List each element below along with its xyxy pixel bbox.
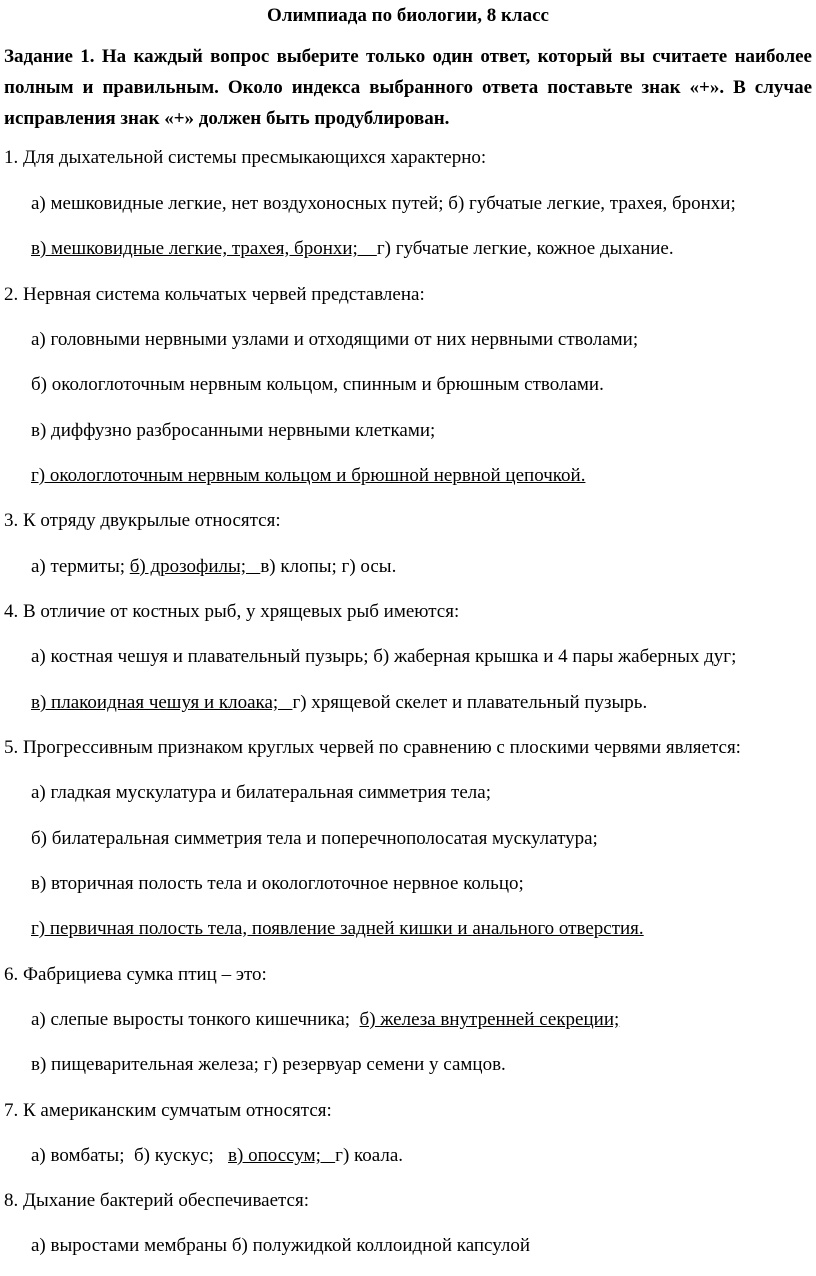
- question-6: 6. Фабрициева сумка птиц – это:: [4, 964, 267, 985]
- question-7-correct-answer: в) опоссум;: [228, 1145, 336, 1166]
- question-2-correct-answer: г) окологлоточным нервным кольцом и брюшной нервной цепочкой.: [31, 465, 586, 486]
- question-4-options-line-2: [31, 691, 647, 715]
- question-6-correct-answer: б) железа внутренней секреции;: [359, 1009, 620, 1030]
- question-1-options-line-1: а) мешковидные легкие, нет воздухоносных путей; б) губчатые легкие, трахея, бронхи;: [31, 193, 736, 214]
- question-3-option-rest: в) клопы; г) осы.: [260, 556, 397, 577]
- question-6-options-line-2: в) пищеварительная железа; г) резервуар семени у самцов.: [31, 1054, 506, 1075]
- question-6-options-line-1: [31, 1008, 619, 1032]
- question-5-option-c: в) вторичная полость тела и окологлоточное нервное кольцо;: [31, 873, 524, 894]
- question-4-option-g: г) хрящевой скелет и плавательный пузырь.: [292, 692, 648, 713]
- question-4-options-line-1: а) костная чешуя и плавательный пузырь; б) жаберная крышка и 4 пары жаберных дуг;: [31, 646, 737, 667]
- question-1-correct-answer: в) мешковидные легкие, трахея, бронхи;: [31, 238, 377, 259]
- question-7-options: [31, 1144, 403, 1168]
- question-2-option-c: в) диффузно разбросанными нервными клетками;: [31, 420, 436, 441]
- question-1-options-line-2: [31, 237, 674, 261]
- question-3-option-a: а) термиты;: [31, 556, 130, 577]
- question-7-options-ab: а) вомбаты; б) кускус;: [31, 1145, 229, 1166]
- question-2-option-a: а) головными нервными узлами и отходящими от них нервными стволами;: [31, 329, 639, 350]
- question-5-correct-answer: г) первичная полость тела, появление задней кишки и анального отверстия.: [31, 918, 644, 939]
- question-4: 4. В отличие от костных рыб, у хрящевых рыб имеются:: [4, 601, 460, 622]
- page-title: Олимпиада по биологии, 8 класс: [267, 5, 549, 26]
- question-5-option-b: б) билатеральная симметрия тела и поперечнополосатая мускулатура;: [31, 828, 598, 849]
- question-3-correct-answer: б) дрозофилы;: [129, 556, 261, 577]
- question-4-correct-answer: в) плакоидная чешуя и клоака;: [31, 692, 293, 713]
- question-2: 2. Нервная система кольчатых червей представлена:: [4, 284, 425, 305]
- question-8-options-line-1: а) выростами мембраны б) полужидкой коллоидной капсулой: [31, 1235, 531, 1256]
- question-7: 7. К американским сумчатым относятся:: [4, 1100, 332, 1121]
- question-7-option-g: г) коала.: [335, 1145, 404, 1166]
- question-3: 3. К отряду двукрылые относятся:: [4, 510, 281, 531]
- question-1: 1. Для дыхательной системы пресмыкающихся характерно:: [4, 147, 487, 168]
- question-1-option-g: г) губчатые легкие, кожное дыхание.: [376, 238, 674, 259]
- question-5: 5. Прогрессивным признаком круглых червей по сравнению с плоскими червями является:: [4, 737, 741, 758]
- question-6-option-a: а) слепые выросты тонкого кишечника;: [31, 1009, 360, 1030]
- task-instructions: Задание 1. На каждый вопрос выберите только один ответ, который вы считаете наиболее полным и правильным. Около индекса выбранного ответа поставьте знак «+». В случае исправления знак «+» должен быть продублирован.: [4, 46, 812, 129]
- question-3-options: [31, 555, 396, 579]
- question-8: 8. Дыхание бактерий обеспечивается:: [4, 1190, 310, 1211]
- question-5-option-a: а) гладкая мускулатура и билатеральная симметрия тела;: [31, 782, 491, 803]
- question-2-option-b: б) окологлоточным нервным кольцом, спинным и брюшным стволами.: [31, 374, 604, 395]
